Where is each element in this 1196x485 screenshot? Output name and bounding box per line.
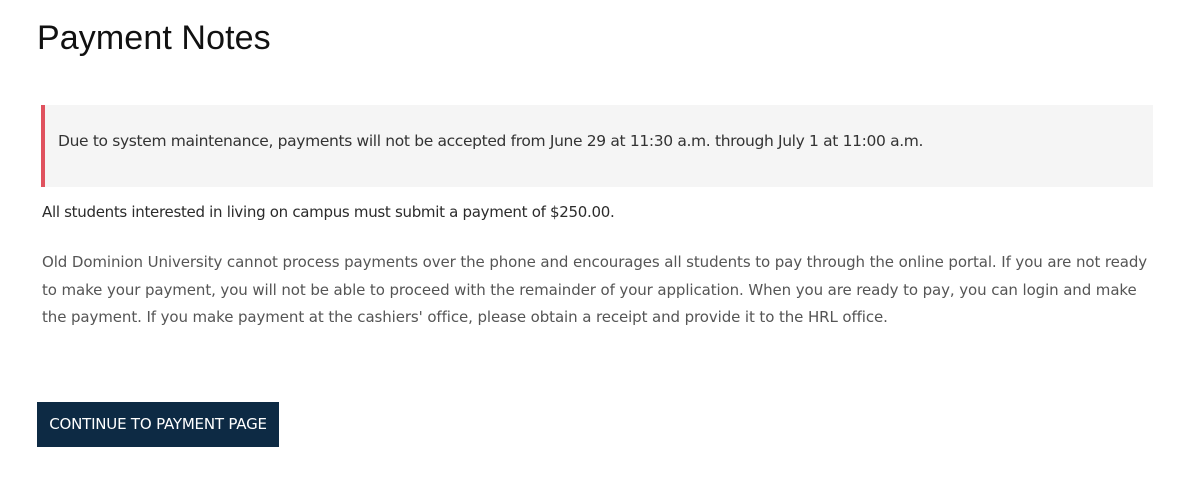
maintenance-notice-text: Due to system maintenance, payments will not be accepted from June 29 at 11:30 a.m. through July 1 at 11:00 a.m. xyxy=(58,132,924,150)
continue-to-payment-button[interactable]: CONTINUE TO PAYMENT PAGE xyxy=(37,402,279,447)
page-title: Payment Notes xyxy=(37,19,271,57)
payment-requirement-text: All students interested in living on campus must submit a payment of $250.00. xyxy=(42,203,615,221)
maintenance-notice xyxy=(41,105,1153,187)
payment-info-text: Old Dominion University cannot process payments over the phone and encourages all students to pay through the online portal. If you are not ready to make your payment, you will not be able to proceed with the remainder of your application. When you are ready to pay, you can login and make the payment. If you make payment at the cashiers' office, please obtain a receipt and provide it to the HRL office. xyxy=(42,253,1148,326)
